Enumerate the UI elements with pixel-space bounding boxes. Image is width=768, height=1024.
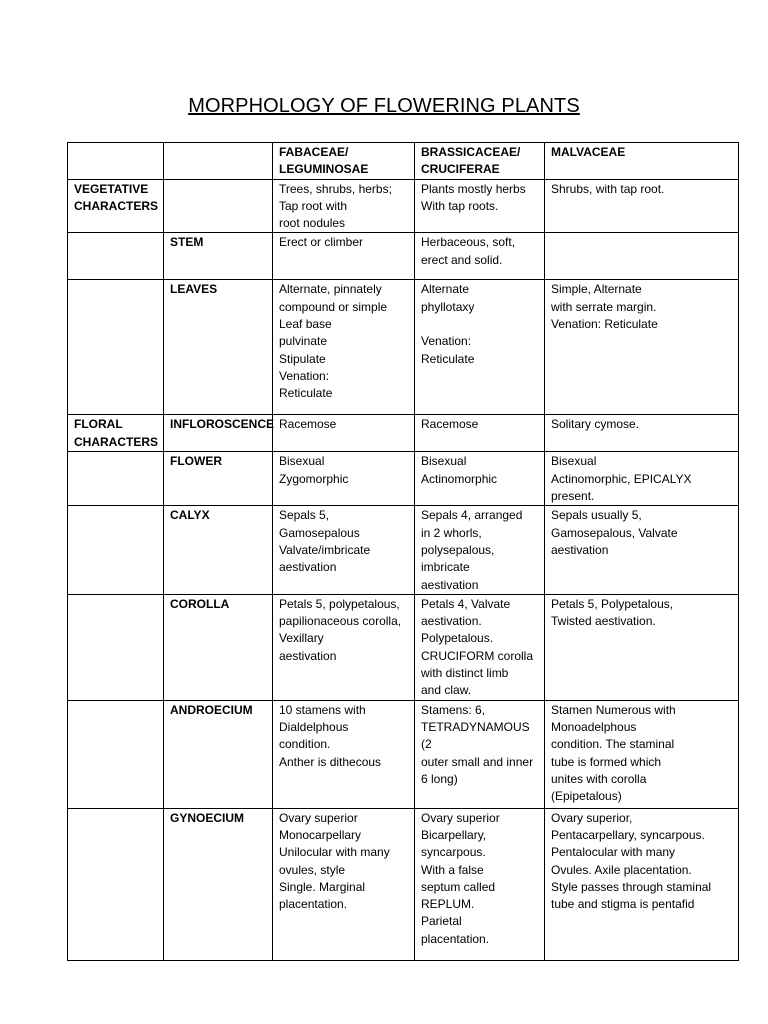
- brassicaceae-cell: Petals 4, Valvate aestivation. Polypetalous. CRUCIFORM corolla with distinct limb and claw.: [415, 594, 545, 700]
- fabaceae-cell: Erect or climber: [273, 233, 415, 280]
- fabaceae-cell: Bisexual Zygomorphic: [273, 452, 415, 506]
- table-header-row: [68, 143, 739, 180]
- malvaceae-cell: Shrubs, with tap root.: [545, 179, 739, 233]
- header-cell-group: [68, 143, 164, 180]
- table-row: [68, 506, 739, 594]
- fabaceae-cell: Sepals 5, Gamosepalous Valvate/imbricate aestivation: [273, 506, 415, 594]
- malvaceae-cell: Ovary superior, Pentacarpellary, syncarpous. Pentalocular with many Ovules. Axile placentation. Style passes through staminal tube and stigma is pentafid: [545, 808, 739, 960]
- character-label: LEAVES: [164, 280, 273, 415]
- header-cell-fabaceae: FABACEAE/ LEGUMINOSAE: [273, 143, 415, 180]
- group-cell: [68, 700, 164, 808]
- fabaceae-cell: Racemose: [273, 415, 415, 452]
- group-cell: VEGETATIVE CHARACTERS: [68, 179, 164, 233]
- brassicaceae-cell: Sepals 4, arranged in 2 whorls, polysepalous, imbricate aestivation: [415, 506, 545, 594]
- table-row: [68, 415, 739, 452]
- malvaceae-cell: Simple, Alternate with serrate margin. Venation: Reticulate: [545, 280, 739, 415]
- table-row: [68, 594, 739, 700]
- group-cell: [68, 594, 164, 700]
- character-label: [164, 179, 273, 233]
- fabaceae-cell: Petals 5, polypetalous, papilionaceous corolla, Vexillary aestivation: [273, 594, 415, 700]
- group-cell: [68, 452, 164, 506]
- malvaceae-cell: Stamen Numerous with Monoadelphous condition. The staminal tube is formed which unites with corolla (Epipetalous): [545, 700, 739, 808]
- table-row: [68, 452, 739, 506]
- table-row: [68, 808, 739, 960]
- brassicaceae-cell: Herbaceous, soft, erect and solid.: [415, 233, 545, 280]
- group-cell: [68, 233, 164, 280]
- character-label: GYNOECIUM: [164, 808, 273, 960]
- malvaceae-cell: Solitary cymose.: [545, 415, 739, 452]
- character-label: COROLLA: [164, 594, 273, 700]
- header-cell-brassicaceae: BRASSICACEAE/ CRUCIFERAE: [415, 143, 545, 180]
- character-label: ANDROECIUM: [164, 700, 273, 808]
- morphology-table: [67, 142, 739, 961]
- brassicaceae-cell: Ovary superior Bicarpellary, syncarpous. With a false septum called REPLUM. Parietal placentation.: [415, 808, 545, 960]
- table-row: [68, 700, 739, 808]
- group-cell: [68, 808, 164, 960]
- fabaceae-cell: Trees, shrubs, herbs; Tap root with root nodules: [273, 179, 415, 233]
- malvaceae-cell: [545, 233, 739, 280]
- header-cell-character: [164, 143, 273, 180]
- character-label: INFLOROSCENCE: [164, 415, 273, 452]
- character-label: FLOWER: [164, 452, 273, 506]
- brassicaceae-cell: Racemose: [415, 415, 545, 452]
- malvaceae-cell: Petals 5, Polypetalous, Twisted aestivation.: [545, 594, 739, 700]
- group-cell: [68, 280, 164, 415]
- character-label: CALYX: [164, 506, 273, 594]
- fabaceae-cell: Alternate, pinnately compound or simple Leaf base pulvinate Stipulate Venation: Reticulate: [273, 280, 415, 415]
- group-cell: [68, 506, 164, 594]
- malvaceae-cell: Bisexual Actinomorphic, EPICALYX present.: [545, 452, 739, 506]
- fabaceae-cell: Ovary superior Monocarpellary Unilocular with many ovules, style Single. Marginal placentation.: [273, 808, 415, 960]
- fabaceae-cell: 10 stamens with Dialdelphous condition. Anther is dithecous: [273, 700, 415, 808]
- table-row: [68, 280, 739, 415]
- page-title: MORPHOLOGY OF FLOWERING PLANTS: [188, 95, 580, 117]
- character-label: STEM: [164, 233, 273, 280]
- group-cell: FLORAL CHARACTERS: [68, 415, 164, 452]
- header-cell-malvaceae: MALVACEAE: [545, 143, 739, 180]
- brassicaceae-cell: Alternate phyllotaxy Venation: Reticulate: [415, 280, 545, 415]
- table-row: [68, 179, 739, 233]
- table-row: [68, 233, 739, 280]
- brassicaceae-cell: Plants mostly herbs With tap roots.: [415, 179, 545, 233]
- brassicaceae-cell: Bisexual Actinomorphic: [415, 452, 545, 506]
- brassicaceae-cell: Stamens: 6, TETRADYNAMOUS (2 outer small and inner 6 long): [415, 700, 545, 808]
- malvaceae-cell: Sepals usually 5, Gamosepalous, Valvate aestivation: [545, 506, 739, 594]
